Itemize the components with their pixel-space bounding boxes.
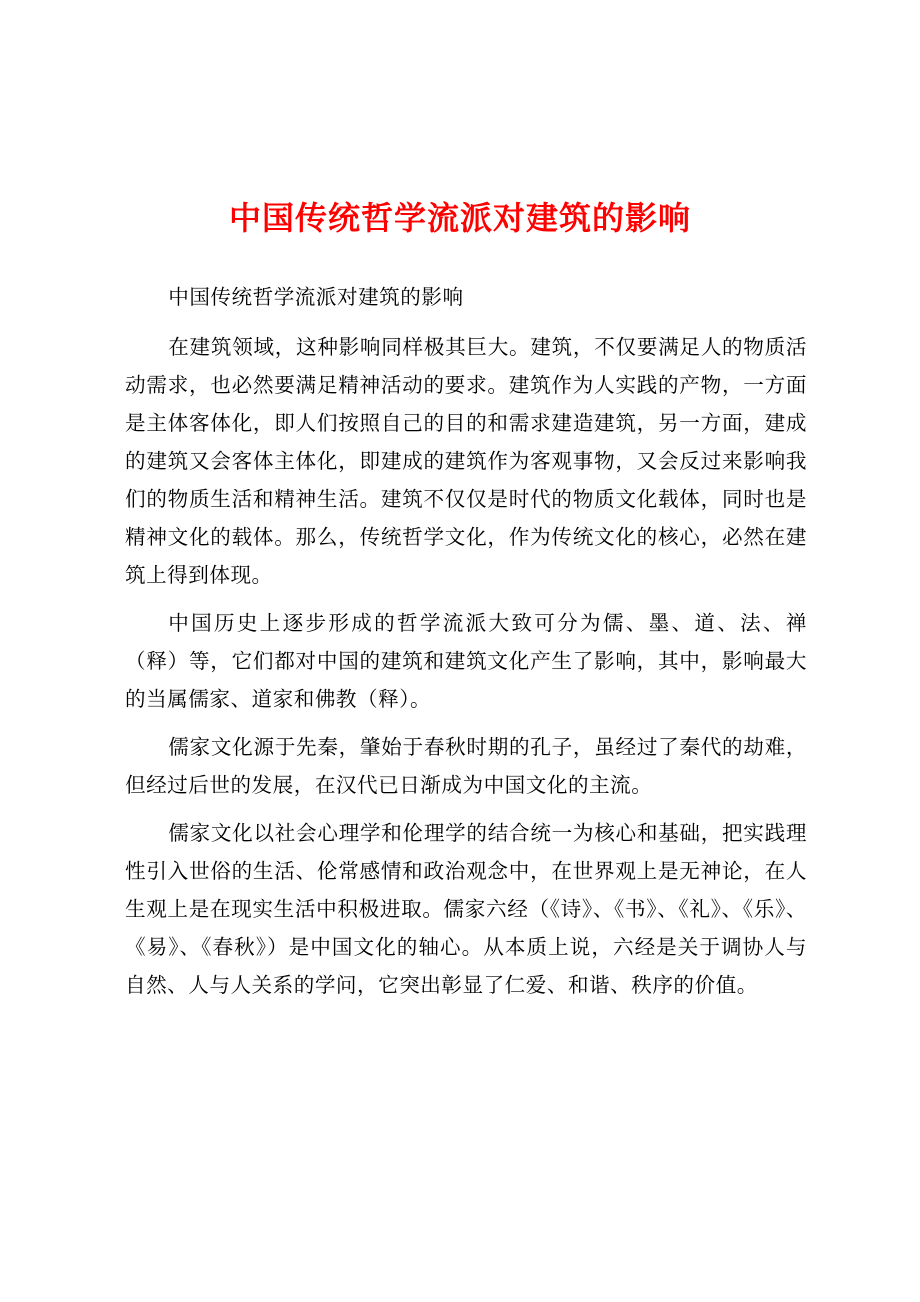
paragraph-subtitle: 中国传统哲学流派对建筑的影响 xyxy=(168,285,464,309)
paragraph: 在建筑领域，这种影响同样极其巨大。建筑，不仅要满足人的物质活动需求，也必然要满足精神活动的要求。建筑作为人实践的产物，一方面是主体客体化，即人们按照自己的目的和需求建造建筑，另一方面，建成的建筑又会客体主体化，即建成的建筑作为客观事物，又会反过来影响我们的物质生活和精神生活。建筑不仅仅是时代的物质文化载体，同时也是精神文化的载体。那么，传统哲学文化，作为传统文化的核心，必然在建筑上得到体现。 xyxy=(125,335,807,587)
document-title: 中国传统哲学流派对建筑的影响 xyxy=(228,199,691,237)
paragraph: 儒家文化源于先秦，肇始于春秋时期的孔子，虽经过了秦代的劫难，但经过后世的发展，在汉代已日渐成为中国文化的主流。 xyxy=(125,735,807,797)
paragraph: 儒家文化以社会心理学和伦理学的结合统一为核心和基础，把实践理性引入世俗的生活、伦常感情和政治观念中，在世界观上是无神论，在人生观上是在现实生活中积极进取。儒家六经（《诗》、《书》、《礼》、《乐》、《易》、《春秋》）是中国文化的轴心。从本质上说，六经是关于调协人与自然、人与人关系的学问，它突出彰显了仁爱、和谐、秩序的价值。 xyxy=(125,821,807,997)
paragraph: 中国历史上逐步形成的哲学流派大致可分为儒、墨、道、法、禅（释）等，它们都对中国的建筑和建筑文化产生了影响，其中，影响最大的当属儒家、道家和佛教（释）。 xyxy=(125,611,807,711)
document-body xyxy=(125,278,807,1014)
